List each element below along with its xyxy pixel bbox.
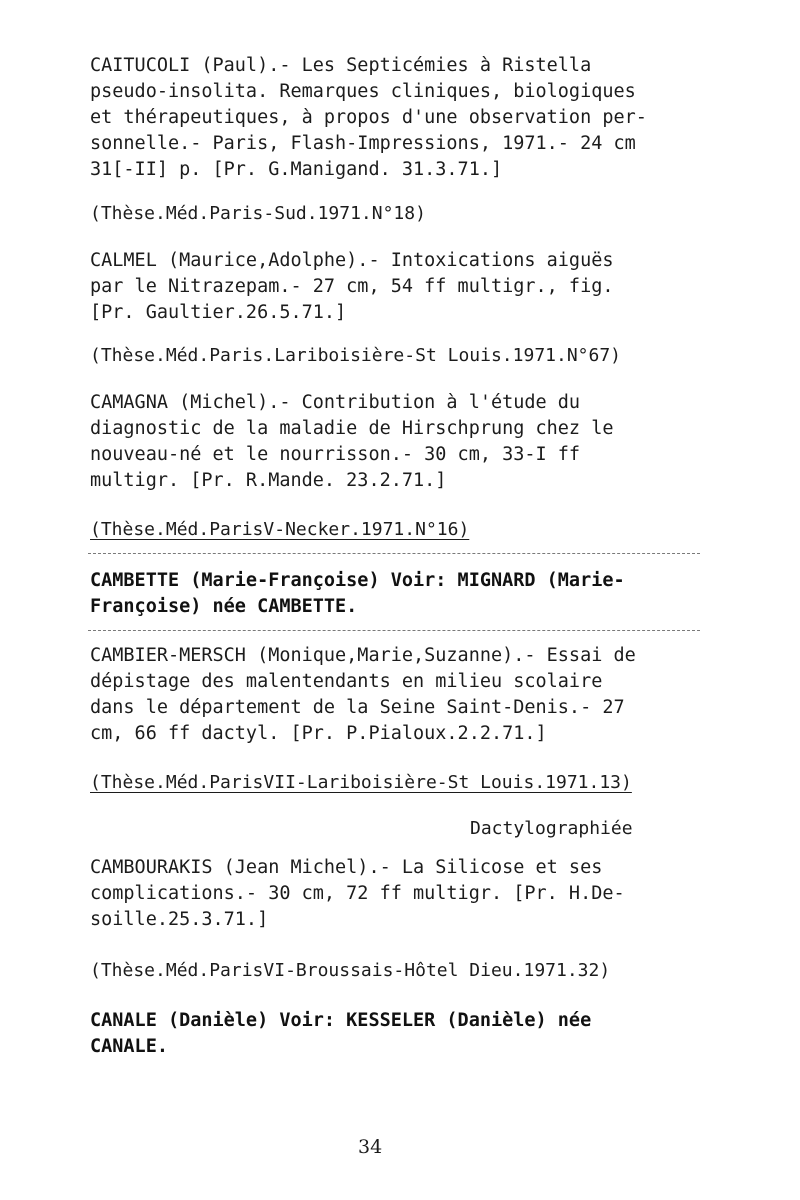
thesis-cambourakis: (Thèse.Méd.ParisVI-Broussais-Hôtel Dieu.1971.32) <box>90 960 611 981</box>
entry-calmel: CALMEL (Maurice,Adolphe).- Intoxications aiguës par le Nitrazepam.- 27 cm, 54 ff multigr., fig. [Pr. Gaultier.26.5.71.] <box>90 250 614 323</box>
thesis-camagna: (Thèse.Méd.ParisV-Necker.1971.N°16) <box>90 519 470 540</box>
page-number: 34 <box>358 1136 383 1158</box>
thesis-caitucoli: (Thèse.Méd.Paris-Sud.1971.N°18) <box>90 203 426 224</box>
typescript-note: Dactylographiée <box>470 818 633 839</box>
divider <box>88 630 700 631</box>
entry-canale: CANALE (Danièle) Voir: KESSELER (Danièle) née CANALE. <box>90 1010 592 1057</box>
thesis-cambier-mersch: (Thèse.Méd.ParisVII-Lariboisière-St Louis.1971.13) <box>90 772 632 793</box>
entry-cambier-mersch: CAMBIER-MERSCH (Monique,Marie,Suzanne).- Essai de dépistage des malentendants en milieu scolaire dans le département de la Seine Saint-Denis.- 27 cm, 66 ff dactyl. [Pr. P.Pialoux.2.2.71.] <box>90 645 636 744</box>
entry-caitucoli: CAITUCOLI (Paul).- Les Septicémies à Ristella pseudo-insolita. Remarques cliniques, biologiques et thérapeutiques, à propos d'une observation per- sonnelle.- Paris, Flash-Impressions, 1971.- 24 cm 31[-II] p. [Pr. G.Manigand. 31.3.71.] <box>90 55 647 180</box>
entry-camagna: CAMAGNA (Michel).- Contribution à l'étude du diagnostic de la maladie de Hirschprung chez le nouveau-né et le nourrisson.- 30 cm, 33-I ff multigr. [Pr. R.Mande. 23.2.71.] <box>90 392 614 491</box>
divider <box>88 553 700 554</box>
entry-cambette: CAMBETTE (Marie-Françoise) Voir: MIGNARD (Marie- Françoise) née CAMBETTE. <box>90 570 625 617</box>
thesis-calmel: (Thèse.Méd.Paris.Lariboisière-St Louis.1971.N°67) <box>90 345 622 366</box>
entry-cambourakis: CAMBOURAKIS (Jean Michel).- La Silicose et ses complications.- 30 cm, 72 ff multigr. [Pr. H.De- soille.25.3.71.] <box>90 857 625 930</box>
